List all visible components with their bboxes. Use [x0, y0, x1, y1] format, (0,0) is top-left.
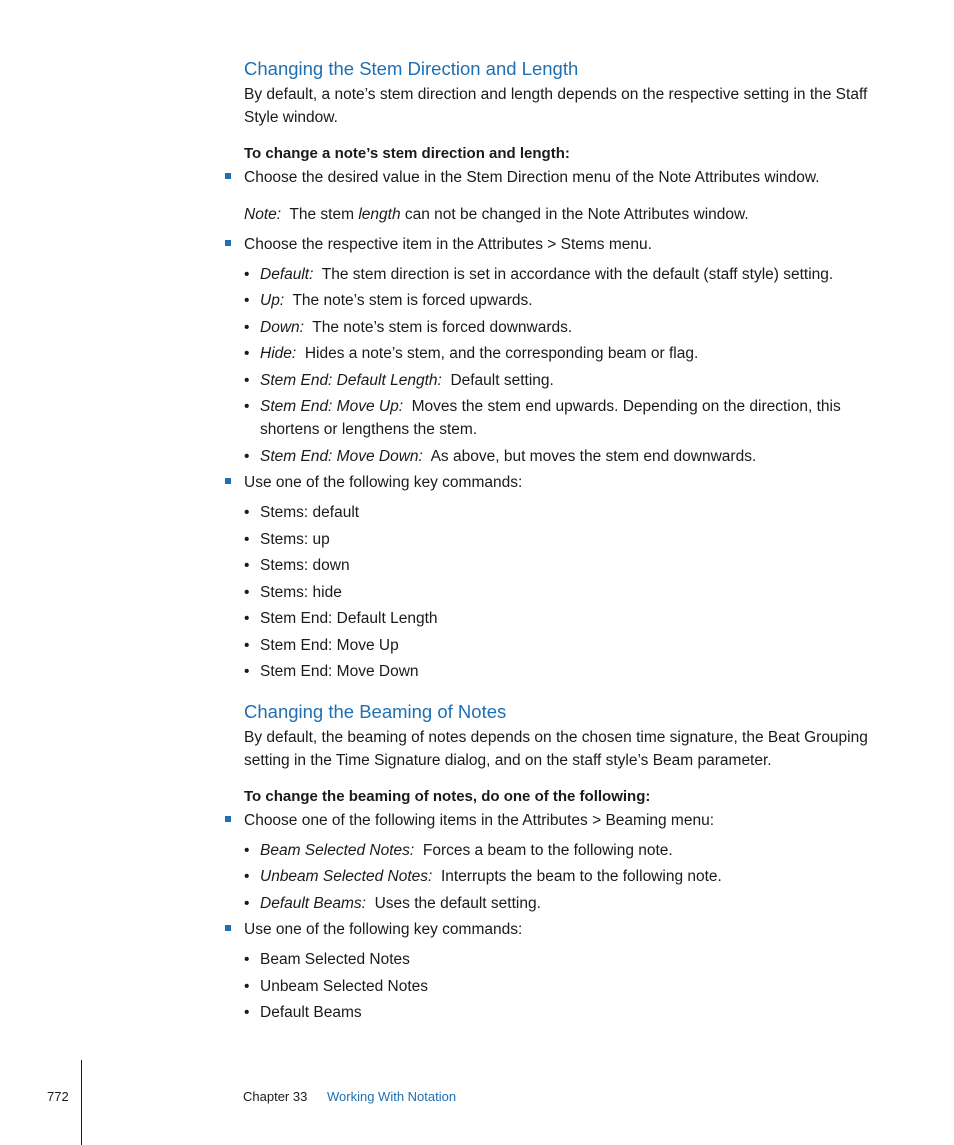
option-item: [244, 865, 874, 888]
command-text: Stem End: Move Up: [260, 637, 399, 654]
step-item: [244, 471, 874, 494]
command-item: [244, 554, 874, 577]
step-text: Choose the desired value in the Stem Direction menu of the Note Attributes window.: [244, 169, 820, 186]
option-term: Stem End: Default Length:: [260, 372, 442, 389]
bullet-icon: •: [244, 637, 250, 654]
option-item: [244, 892, 874, 915]
option-term: Beam Selected Notes:: [260, 842, 415, 859]
command-text: Default Beams: [260, 1004, 362, 1021]
option-desc: The stem direction is set in accordance with the default (staff style) setting.: [321, 266, 834, 283]
bullet-icon: •: [244, 895, 250, 912]
bullet-icon: •: [244, 663, 250, 680]
bullet-icon: •: [244, 951, 250, 968]
note-emphasis: length: [358, 206, 401, 223]
bullet-icon: •: [244, 557, 250, 574]
command-item: [244, 634, 874, 657]
bullet-icon: •: [244, 868, 250, 885]
option-term: Down:: [260, 319, 304, 336]
command-item: [244, 975, 874, 998]
option-item: [244, 263, 874, 286]
section-intro-beaming: By default, the beaming of notes depends on the chosen time signature, the Beat Grouping setting in the Time Signature dialog, and on the staff style’s Beam parameter.: [244, 729, 868, 769]
step-item: [244, 233, 874, 256]
note-paragraph: [244, 203, 749, 226]
bullet-icon: •: [244, 1004, 250, 1021]
command-text: Stems: up: [260, 531, 330, 548]
option-term: Hide:: [260, 345, 297, 362]
step-text: Choose one of the following items in the Attributes > Beaming menu:: [244, 812, 715, 829]
command-text: Stem End: Default Length: [260, 610, 438, 627]
step-item: [244, 918, 874, 941]
square-bullet-icon: [225, 240, 231, 246]
bullet-icon: •: [244, 266, 250, 283]
option-term: Default:: [260, 266, 314, 283]
step-item: [244, 166, 874, 189]
step-text: Use one of the following key commands:: [244, 474, 523, 491]
command-item: [244, 660, 874, 683]
command-item: [244, 1001, 874, 1024]
step-text: Use one of the following key commands:: [244, 921, 523, 938]
bullet-icon: •: [244, 978, 250, 995]
command-text: Stems: hide: [260, 584, 342, 601]
option-term: Stem End: Move Down:: [260, 448, 423, 465]
footer-divider: [81, 1060, 82, 1145]
option-term: Default Beams:: [260, 895, 366, 912]
square-bullet-icon: [225, 173, 231, 179]
task-heading-beaming: To change the beaming of notes, do one of the following:: [244, 788, 651, 805]
option-item: [244, 342, 874, 365]
option-term: Unbeam Selected Notes:: [260, 868, 433, 885]
command-item: [244, 581, 874, 604]
step-item: [244, 809, 874, 832]
command-text: Stems: down: [260, 557, 350, 574]
section-intro-stem: By default, a note’s stem direction and length depends on the respective setting in the Staff Style window.: [244, 86, 868, 126]
bullet-icon: •: [244, 504, 250, 521]
option-desc: Interrupts the beam to the following note.: [440, 868, 722, 885]
square-bullet-icon: [225, 478, 231, 484]
bullet-icon: •: [244, 372, 250, 389]
option-term: Up:: [260, 292, 285, 309]
option-item: [244, 369, 874, 392]
option-desc: Hides a note’s stem, and the corresponding beam or flag.: [304, 345, 699, 362]
option-desc: Forces a beam to the following note.: [422, 842, 673, 859]
bullet-icon: •: [244, 531, 250, 548]
option-desc: Default setting.: [450, 372, 554, 389]
option-item: [244, 395, 874, 441]
bullet-icon: •: [244, 319, 250, 336]
command-item: [244, 528, 874, 551]
option-desc: As above, but moves the stem end downwards.: [430, 448, 757, 465]
option-desc: Moves the stem end upwards. Depending on the direction, this shortens or lengthens the stem.: [260, 398, 841, 438]
section-heading-beaming: Changing the Beaming of Notes: [244, 701, 507, 722]
option-term: Stem End: Move Up:: [260, 398, 404, 415]
footer-chapter-title: Working With Notation: [327, 1089, 457, 1104]
note-text: The stem: [289, 206, 355, 223]
note-label: Note:: [244, 206, 282, 223]
command-text: Stem End: Move Down: [260, 663, 419, 680]
command-item: [244, 948, 874, 971]
command-text: Beam Selected Notes: [260, 951, 410, 968]
square-bullet-icon: [225, 925, 231, 931]
task-heading-stem: To change a note’s stem direction and length:: [244, 145, 570, 162]
bullet-icon: •: [244, 584, 250, 601]
bullet-icon: •: [244, 610, 250, 627]
option-item: [244, 289, 874, 312]
page-number: 772: [47, 1089, 69, 1104]
command-item: [244, 501, 874, 524]
bullet-icon: •: [244, 345, 250, 362]
option-item: [244, 316, 874, 339]
bullet-icon: •: [244, 448, 250, 465]
section-heading-stem: Changing the Stem Direction and Length: [244, 58, 579, 79]
footer-chapter: Chapter 33: [243, 1089, 308, 1104]
option-desc: The note’s stem is forced upwards.: [292, 292, 533, 309]
option-item: [244, 839, 874, 862]
step-text: Choose the respective item in the Attributes > Stems menu.: [244, 236, 652, 253]
bullet-icon: •: [244, 842, 250, 859]
option-item: [244, 445, 874, 468]
square-bullet-icon: [225, 816, 231, 822]
option-desc: Uses the default setting.: [374, 895, 541, 912]
option-desc: The note’s stem is forced downwards.: [312, 319, 573, 336]
command-text: Stems: default: [260, 504, 360, 521]
note-text: can not be changed in the Note Attributes window.: [404, 206, 749, 223]
command-text: Unbeam Selected Notes: [260, 978, 429, 995]
command-item: [244, 607, 874, 630]
bullet-icon: •: [244, 398, 250, 415]
bullet-icon: •: [244, 292, 250, 309]
